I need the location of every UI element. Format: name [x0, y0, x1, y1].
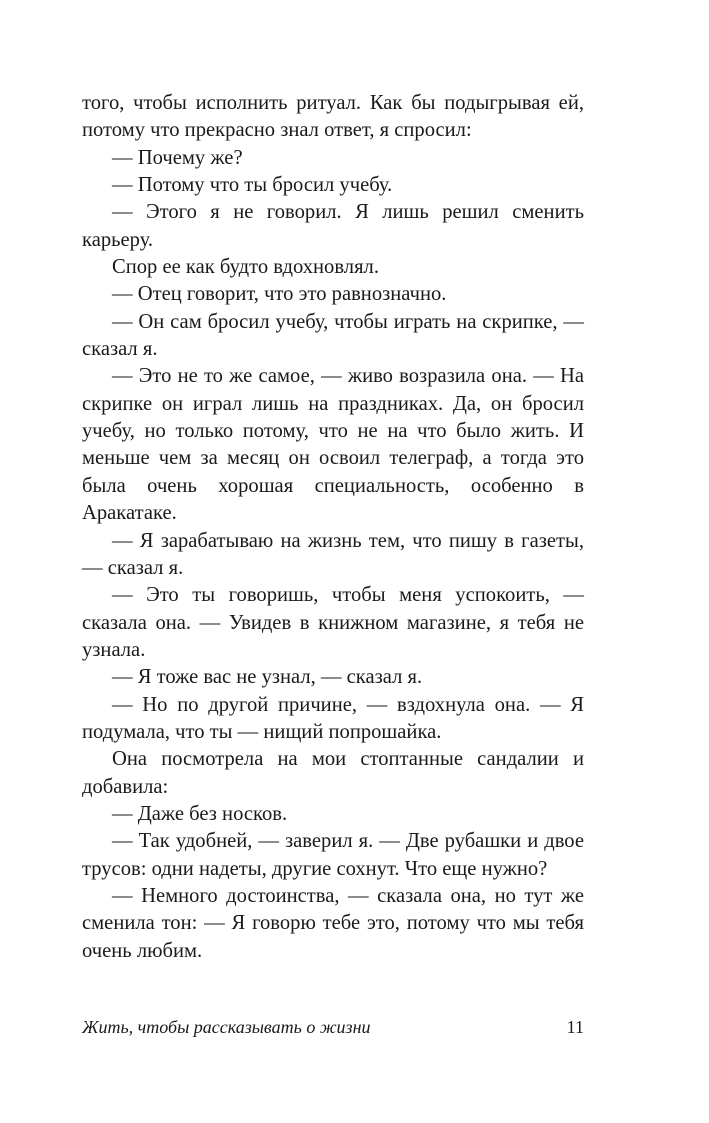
paragraph: — Это ты говоришь, чтобы меня успокоить, — сказала она. — Увидев в книжном магазине, я тебя не узнала. [82, 584, 584, 661]
paragraph: — Он сам бросил учебу, чтобы играть на скрипке, — сказал я. [82, 310, 584, 361]
page-number: 11 [566, 1017, 584, 1037]
paragraph: того, чтобы исполнить ритуал. Как бы подыгрывая ей, потому что прекрасно знал ответ, я спросил: [82, 92, 584, 142]
paragraph: — Я тоже вас не узнал, — сказал я. [112, 666, 423, 689]
paragraph: — Отец говорит, что это равнозначно. [112, 283, 447, 306]
paragraph: Она посмотрела на мои стоптанные сандалии и добавила: [82, 748, 584, 798]
paragraph: — Это не то же самое, — живо возразила она. — На скрипке он играл лишь на праздниках. Да, он бросил учебу, но только потому, что не на что было жить. И меньше чем за месяц он освоил телеграф, а тогда это была очень хорошая специальность, особенно в Аракатаке. [82, 365, 584, 525]
paragraph: — Этого я не говорил. Я лишь решил сменить карьеру. [82, 201, 584, 251]
page-body [82, 90, 584, 965]
paragraph: Спор ее как будто вдохновлял. [112, 256, 379, 279]
paragraph: — Но по другой причине, — вздохнула она. — Я подумала, что ты — нищий попрошайка. [82, 693, 584, 743]
running-title: Жить, чтобы рассказывать о жизни [82, 1017, 371, 1037]
page-footer [82, 1015, 584, 1039]
paragraph: — Так удобней, — заверил я. — Две рубашки и двое трусов: одни надеты, другие сохнут. Что еще нужно? [82, 830, 584, 880]
paragraph: — Немного достоинства, — сказала она, но тут же сменила тон: — Я говорю тебе это, потому что мы тебя очень любим. [82, 884, 584, 962]
paragraph: — Я зарабатываю на жизнь тем, что пишу в газеты, — сказал я. [82, 529, 584, 579]
paragraph: — Почему же? [112, 146, 243, 169]
paragraph: — Даже без носков. [112, 802, 288, 825]
paragraph: — Потому что ты бросил учебу. [112, 174, 393, 197]
